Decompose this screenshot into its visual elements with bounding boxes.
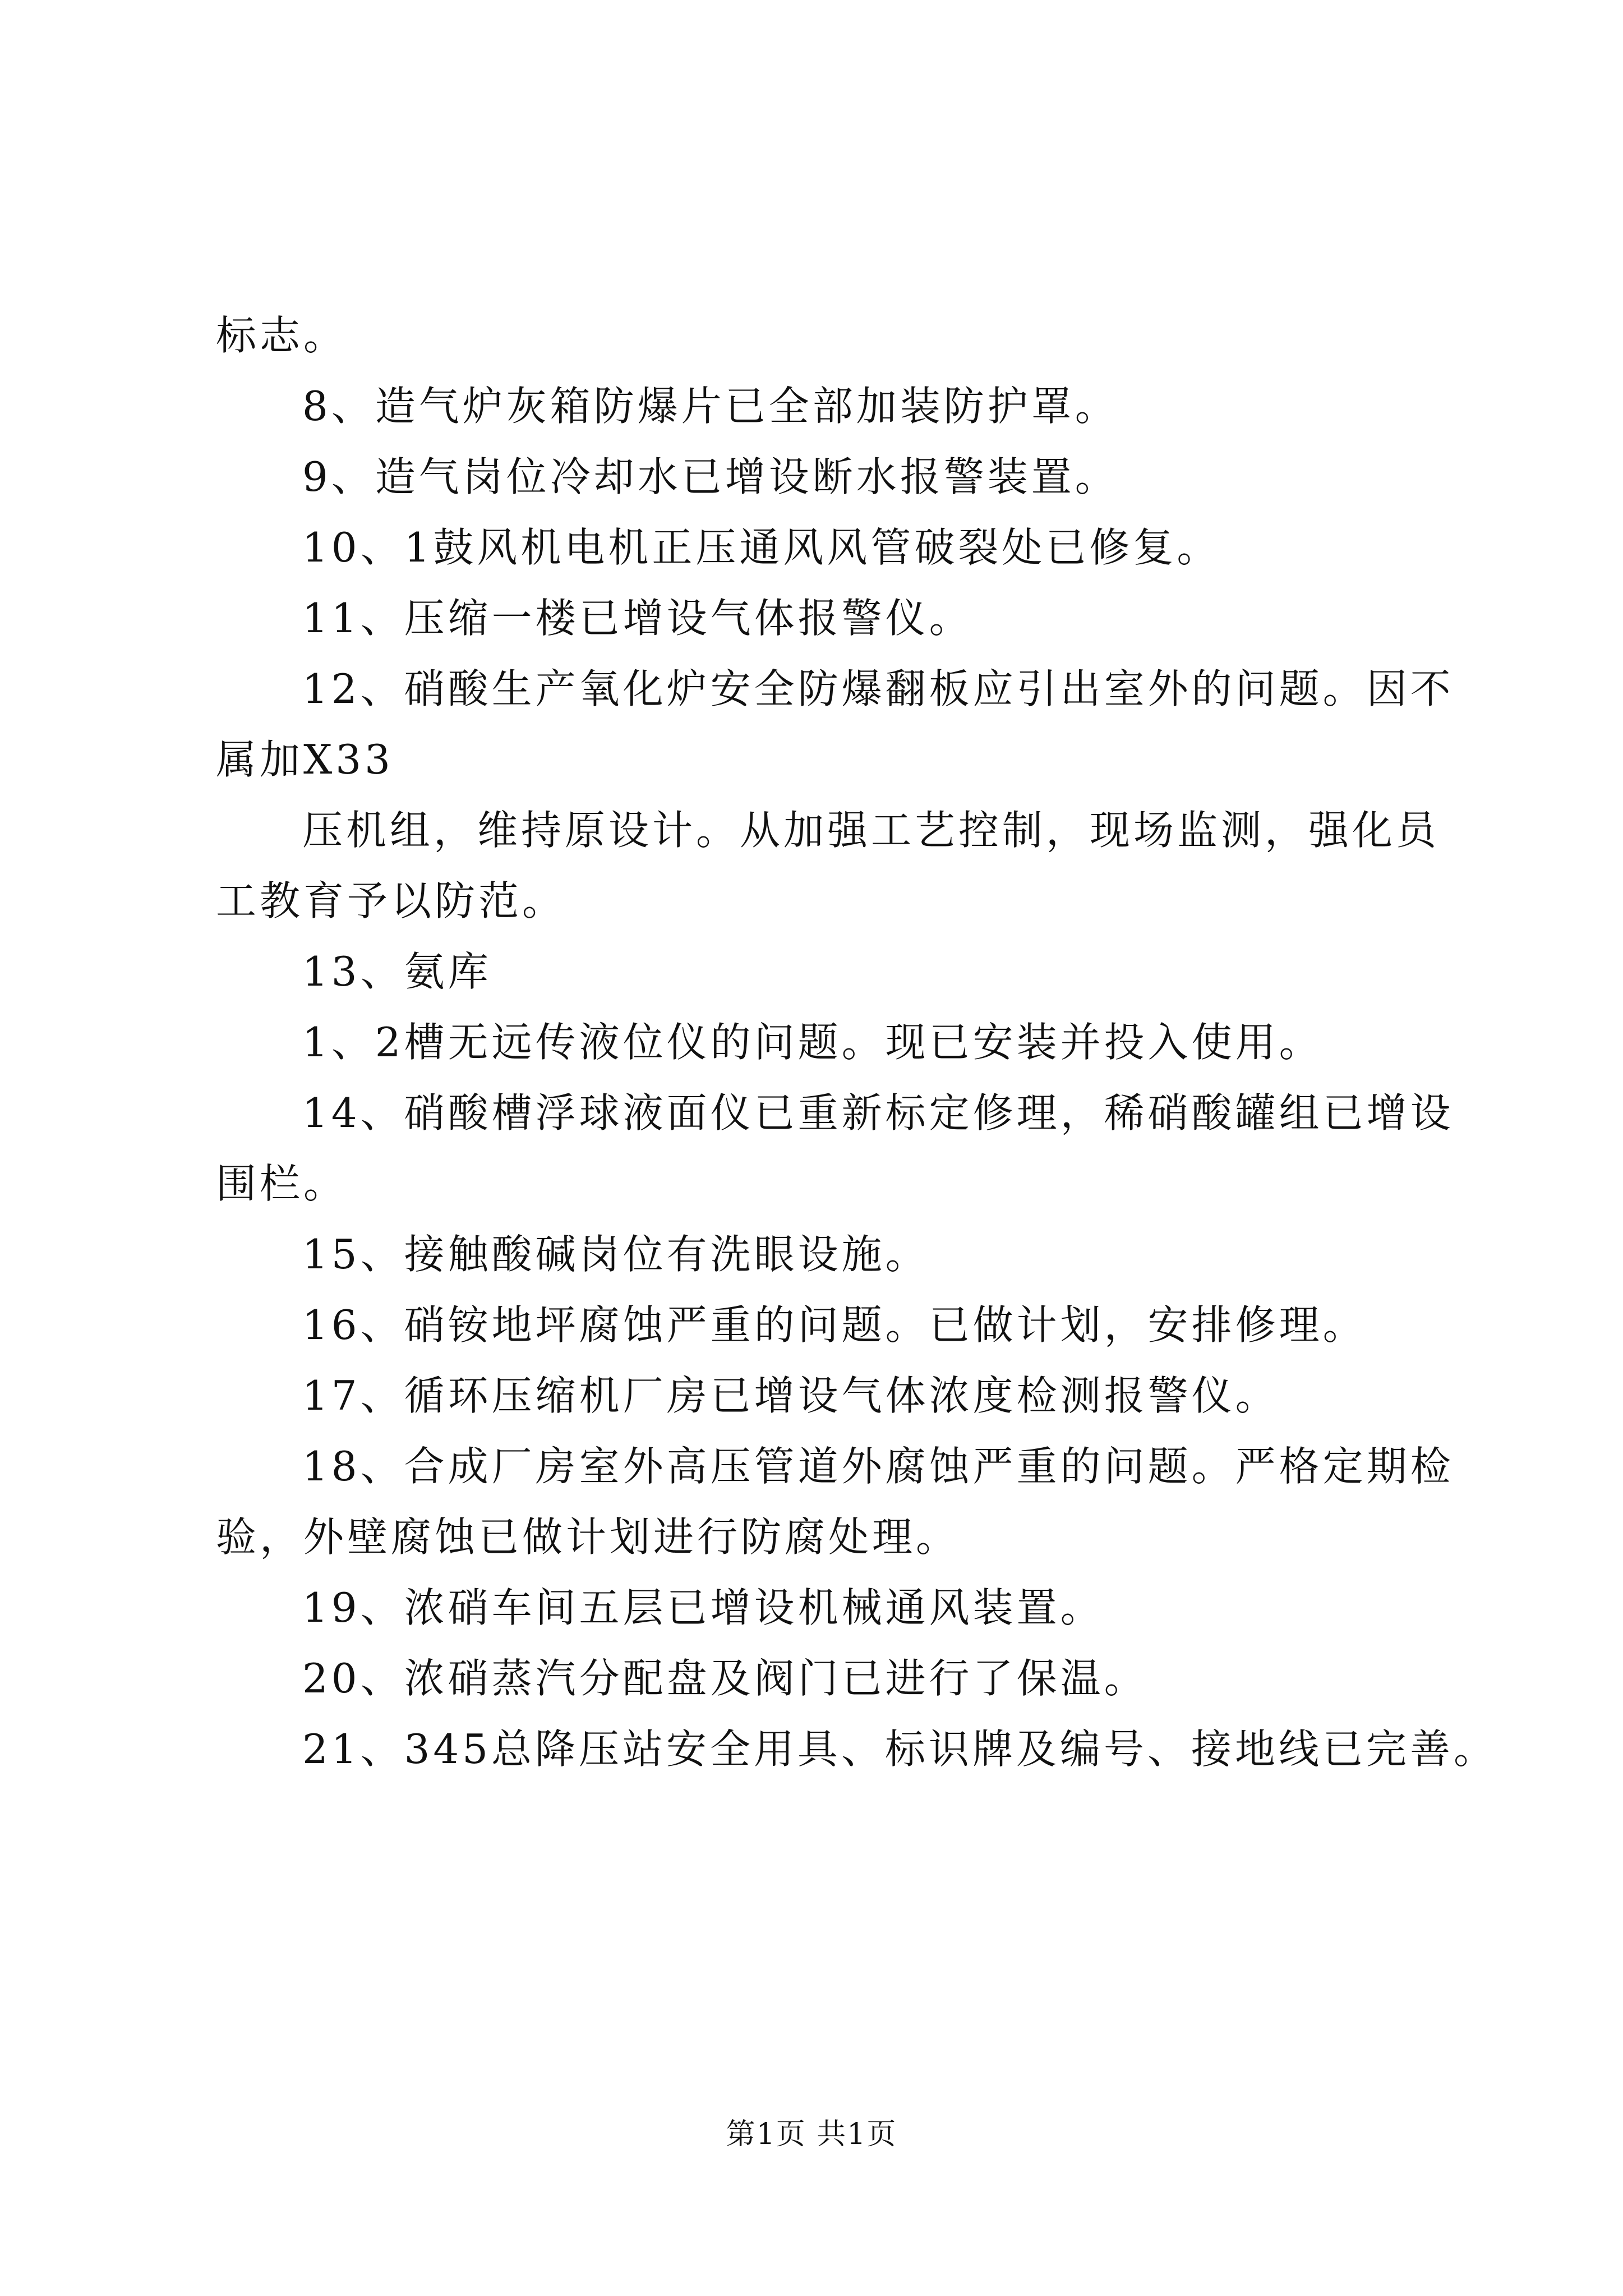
page-number-footer: 第1页 共1页 [726,2118,897,2151]
list-item-10: 10、1鼓风机电机正压通风风管破裂处已修复。 [302,524,1221,571]
list-item-8: 8、造气炉灰箱防爆片已全部加装防护罩。 [302,383,1119,430]
list-item-12-continued: 属加X33 [216,736,394,783]
sub-item-1-2: 1、2槽无远传液位仪的问题。现已安装并投入使用。 [302,1019,1323,1066]
list-item-19: 19、浓硝车间五层已增设机械通风装置。 [302,1584,1104,1631]
list-item-13: 13、氨库 [302,948,492,995]
list-item-16: 16、硝铵地坪腐蚀严重的问题。已做计划，安排修理。 [302,1301,1367,1349]
list-item-20: 20、浓硝蒸汽分配盘及阀门已进行了保温。 [302,1655,1148,1702]
list-item-14: 14、硝酸槽浮球液面仪已重新标定修理，稀硝酸罐组已增设 [302,1089,1454,1137]
list-item-17: 17、循环压缩机厂房已增设气体浓度检测报警仪。 [302,1372,1279,1419]
paragraph-line-continued: 工教育予以防范。 [216,877,566,924]
list-item-14-continued: 围栏。 [216,1160,348,1207]
list-item-11: 11、压缩一楼已增设气体报警仪。 [302,595,973,642]
list-item-21: 21、345总降压站安全用具、标识牌及编号、接地线已完善。 [302,1726,1498,1773]
paragraph-line: 压机组，维持原设计。从加强工艺控制，现场监测，强化员 [302,807,1440,854]
list-item-18: 18、合成厂房室外高压管道外腐蚀严重的问题。严格定期检 [302,1443,1454,1490]
list-item-12: 12、硝酸生产氧化炉安全防爆翻板应引出室外的问题。因不 [302,665,1454,712]
text-line: 标志。 [216,312,348,359]
list-item-9: 9、造气岗位冷却水已增设断水报警装置。 [302,453,1119,500]
list-item-18-continued: 验，外壁腐蚀已做计划进行防腐处理。 [216,1513,960,1561]
document-body [216,300,1498,1784]
list-item-15: 15、接触酸碱岗位有洗眼设施。 [302,1231,929,1278]
